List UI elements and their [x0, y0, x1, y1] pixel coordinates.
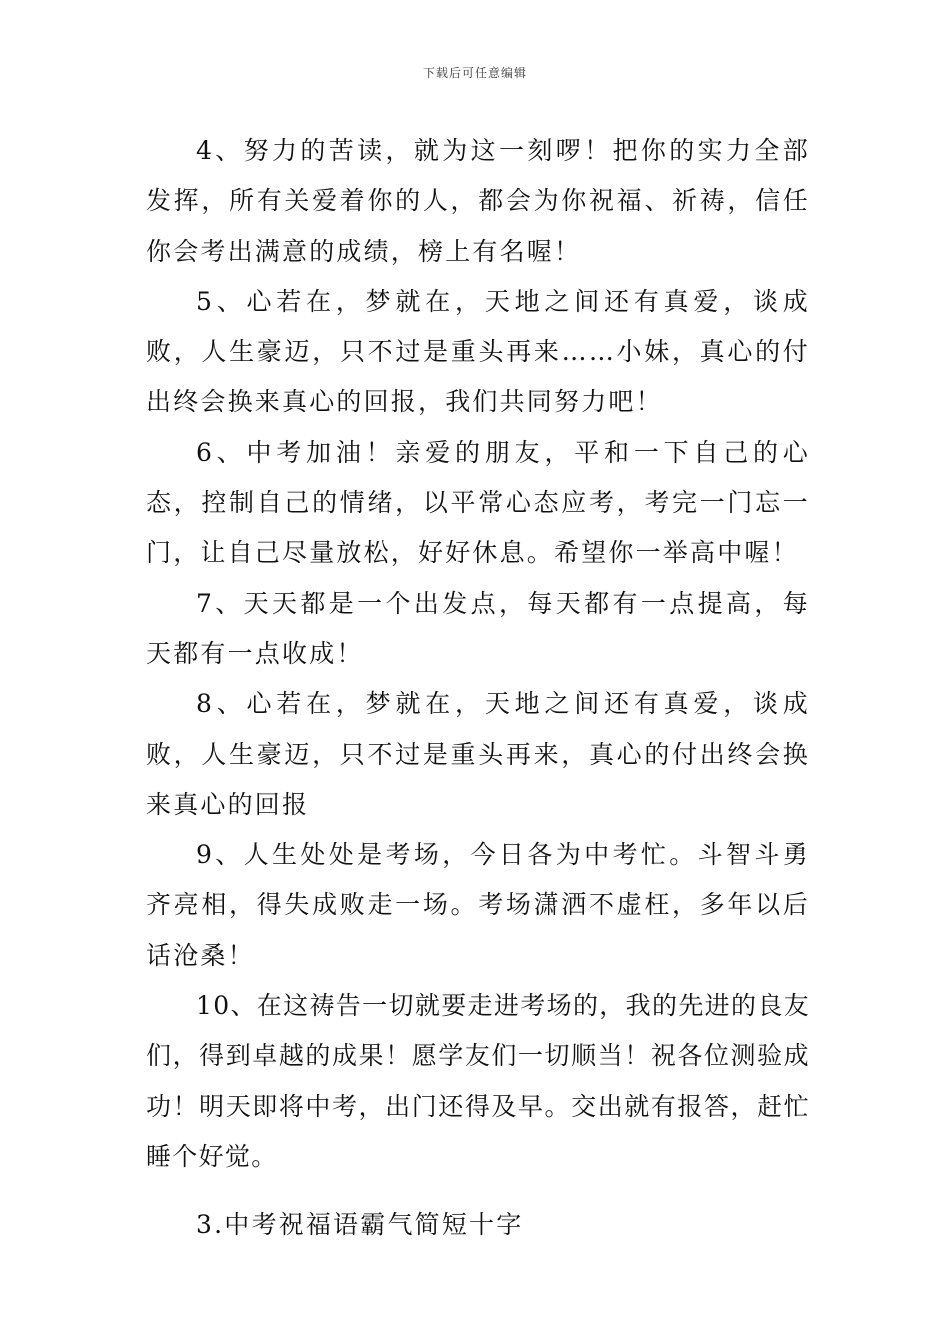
document-body	[146, 126, 810, 1251]
paragraph-item-5: 5、心若在，梦就在，天地之间还有真爱，谈成败，人生豪迈，只不过是重头再来……小妹，真心的付出终会换来真心的回报，我们共同努力吧！	[146, 286, 810, 417]
paragraph-item-6: 6、中考加油！亲爱的朋友，平和一下自己的心态，控制自己的情绪，以平常心态应考，考完一门忘一门，让自己尽量放松，好好休息。希望你一举高中喔！	[146, 437, 810, 568]
paragraph-item-10: 10、在这祷告一切就要走进考场的，我的先进的良友们，得到卓越的成果！愿学友们一切顺当！祝各位测验成功！明天即将中考，出门还得及早。交出就有报答，赶忙睡个好觉。	[146, 991, 810, 1171]
paragraph-item-7: 7、天天都是一个出发点，每天都有一点提高，每天都有一点收成！	[146, 588, 810, 668]
page-header: 下载后可任意编辑	[422, 66, 527, 80]
section-heading: 3.中考祝福语霸气简短十字	[196, 1210, 524, 1240]
paragraph-item-9: 9、人生处处是考场，今日各为中考忙。斗智斗勇齐亮相，得失成败走一场。考场潇洒不虚枉，多年以后话沧桑！	[146, 840, 810, 970]
paragraph-item-8: 8、心若在，梦就在，天地之间还有真爱，谈成败，人生豪迈，只不过是重头再来，真心的付出终会换来真心的回报	[146, 689, 810, 819]
paragraph-item-4: 4、努力的苦读，就为这一刻啰！把你的实力全部发挥，所有关爱着你的人，都会为你祝福、祈祷，信任你会考出满意的成绩，榜上有名喔！	[146, 136, 810, 266]
